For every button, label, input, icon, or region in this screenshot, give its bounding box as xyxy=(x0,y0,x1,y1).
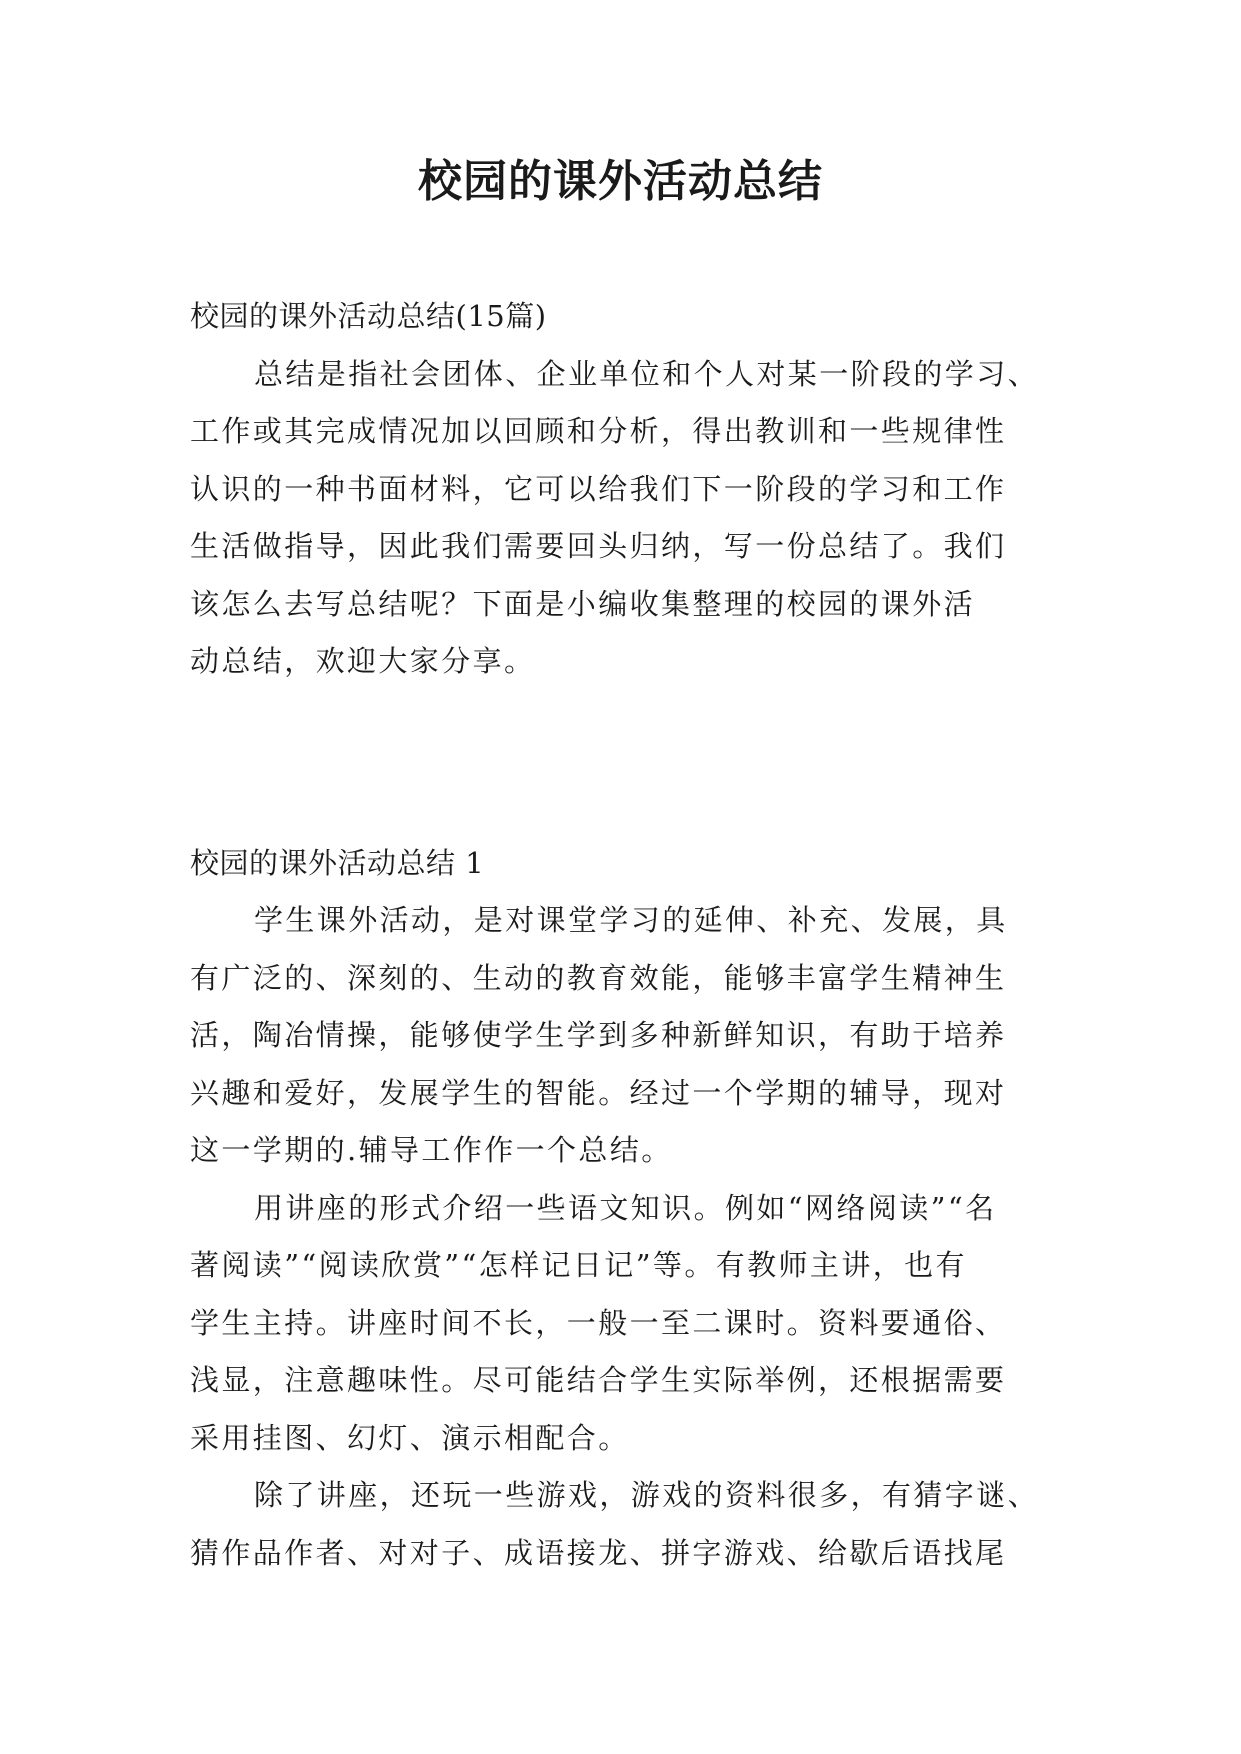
intro-line: 该怎么去写总结呢？下面是小编收集整理的校园的课外活 xyxy=(190,586,976,621)
paragraph-line: 浅显，注意趣味性。尽可能结合学生实际举例，还根据需要 xyxy=(190,1363,1007,1397)
intro-line: 工作或其完成情况加以回顾和分析，得出教训和一些规律性 xyxy=(190,414,1007,448)
intro-line: 总结是指社会团体、企业单位和个人对某一阶段的学习、 xyxy=(254,356,1040,391)
paragraph-line: 兴趣和爱好，发展学生的智能。经过一个学期的辅导，现对 xyxy=(190,1075,1007,1110)
paragraph-line: 猜作品作者、对对子、成语接龙、拼字游戏、给歇后语找尾 xyxy=(190,1535,1007,1570)
paragraph-line: 这一学期的.辅导工作作一个总结。 xyxy=(190,1133,673,1167)
paragraph-line: 活，陶冶情操，能够使学生学到多种新鲜知识，有助于培养 xyxy=(190,1018,1007,1052)
intro-line: 生活做指导，因此我们需要回头归纳，写一份总结了。我们 xyxy=(190,529,1007,563)
paragraph-line: 除了讲座，还玩一些游戏，游戏的资料很多，有猜字谜、 xyxy=(254,1478,1040,1512)
document-subtitle: 校园的课外活动总结(15篇) xyxy=(190,299,547,333)
intro-line: 认识的一种书面材料，它可以给我们下一阶段的学习和工作 xyxy=(190,471,1007,506)
section-spacer xyxy=(190,691,1060,835)
intro-paragraph xyxy=(190,346,1060,691)
section-1-paragraph-2 xyxy=(190,1180,1060,1468)
section-1-paragraph-3 xyxy=(190,1467,1060,1582)
paragraph-line: 著阅读”“阅读欣赏”“怎样记日记”等。有教师主讲，也有 xyxy=(190,1248,967,1282)
paragraph-line: 学生主持。讲座时间不长，一般一至二课时。资料要通俗、 xyxy=(190,1305,1007,1340)
paragraph-line: 用讲座的形式介绍一些语文知识。例如“网络阅读”“名 xyxy=(254,1190,997,1225)
document-body xyxy=(190,288,1060,1582)
document-title: 校园的课外活动总结 xyxy=(418,156,823,207)
paragraph-line: 有广泛的、深刻的、生动的教育效能，能够丰富学生精神生 xyxy=(190,960,1007,995)
paragraph-line: 学生课外活动，是对课堂学习的延伸、补充、发展，具 xyxy=(254,903,1008,937)
intro-line: 动总结，欢迎大家分享。 xyxy=(190,644,536,678)
paragraph-line: 采用挂图、幻灯、演示相配合。 xyxy=(190,1420,630,1455)
section-1-paragraph-1 xyxy=(190,892,1060,1180)
section-1-heading: 校园的课外活动总结 1 xyxy=(190,845,485,880)
